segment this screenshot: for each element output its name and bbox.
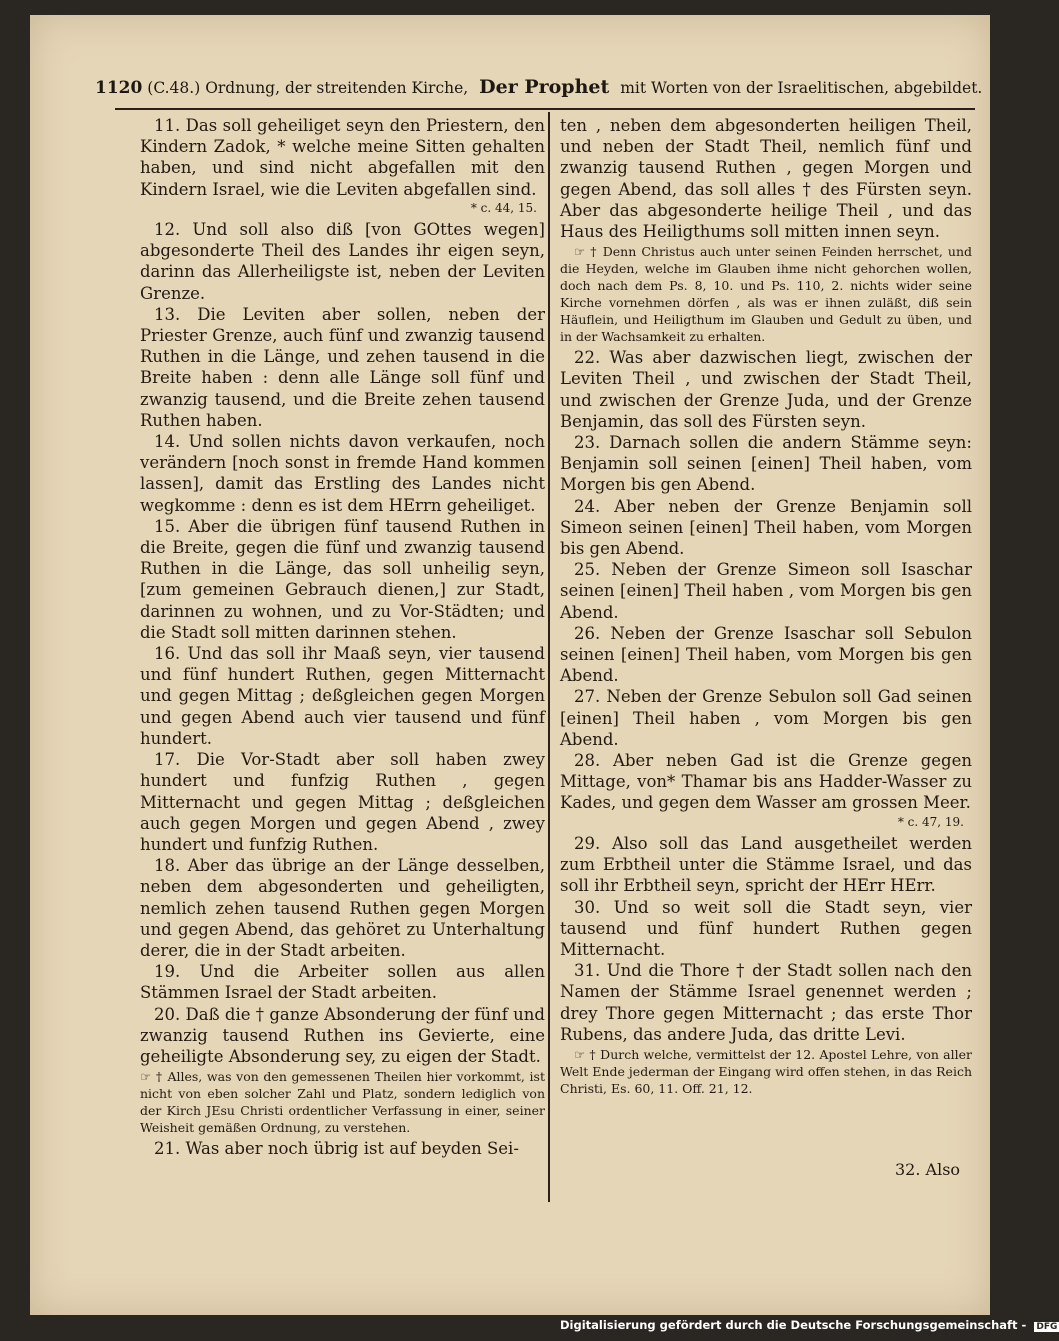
header-right-title: mit Worten von der Israelitischen, abgebildet. (620, 79, 983, 97)
verse-24: 24. Aber neben der Grenze Benjamin soll Simeon seinen [einen] Theil haben, vom Morgen bis gen Abend. (560, 496, 972, 559)
cross-reference: * c. 47, 19. (897, 814, 964, 829)
page-number: 1120 (95, 78, 143, 98)
cross-reference: * c. 44, 15. (470, 200, 537, 215)
header-rule (115, 108, 975, 110)
dfg-logo: DFG (1036, 1322, 1058, 1332)
chapter-number: (C.48.) (147, 79, 201, 97)
verse-14: 14. Und sollen nichts davon verkaufen, noch verändern [noch sonst in fremde Hand kommen lassen], damit das Erstling des Landes nicht wegkomme : denn es ist dem HErrn geheiliget. (140, 432, 545, 515)
verse-21-continued: ten , neben dem abgesonderten heiligen Theil, und neben der Stadt Theil, nemlich fünf und zwanzig tausend Ruthen , gegen Morgen und gegen Abend, das soll alles † des Fürsten seyn. Aber das abgesonderte heilige Theil , und das Haus des Heiligthums soll mitten innen seyn. (560, 116, 972, 242)
verse-28: 28. Aber neben Gad ist die Grenze gegen Mittage, von* Thamar bis ans Hadder-Wasser zu Kades, und gegen dem Wasser am grossen Meer. (560, 751, 972, 813)
column-divider (548, 112, 550, 1202)
verse-31: 31. Und die Thore † der Stadt sollen nach den Namen der Stämme Israel genennet werden ; drey Thore gegen Mitternacht ; das erste Thor Rubens, das andere Juda, das dritte Levi. (560, 961, 972, 1044)
running-header (95, 76, 983, 106)
header-left-title: Ordnung, der streitenden Kirche, (205, 79, 469, 97)
verse-11: 11. Das soll geheiliget seyn den Priestern, den Kindern Zadok, * welche meine Sitten gehalten haben, und sind nicht abgefallen mit den Kindern Israel, wie die Leviten abgefallen sind. (140, 116, 545, 199)
verse-18: 18. Aber das übrige an der Länge desselben, neben dem abgesonderten und geheiligten, nemlich zehen tausend Ruthen gegen Morgen und gegen Abend, das gehöret zu Unterhaltung derer, die in der Stadt arbeiten. (140, 856, 545, 960)
digitization-credit (560, 1318, 1058, 1338)
left-column (140, 115, 545, 1159)
footnote-20: ☞ † Alles, was von den gemessenen Theilen hier vorkommt, ist nicht von eben solcher Zahl und Platz, sondern lediglich von der Kirch JEsu Christi ordentlicher Verfassung in einer, seiner Weisheit gemäßen Ordnung, zu verstehen. (140, 1069, 545, 1136)
header-center-title: Der Prophet (479, 76, 610, 98)
verse-30: 30. Und so weit soll die Stadt seyn, vier tausend und fünf hundert Ruthen gegen Mitternacht. (560, 897, 972, 959)
verse-25: 25. Neben der Grenze Simeon soll Isaschar seinen [einen] Theil haben , vom Morgen bis gen Abend. (560, 560, 972, 622)
verse-15: 15. Aber die übrigen fünf tausend Ruthen in die Breite, gegen die fünf und zwanzig tausend Ruthen in die Länge, das soll unheilig seyn, [zum gemeinen Gebrauch dienen,] zur Stadt, darinnen zu wohnen, und zu Vor-Städten; und die Stadt soll mitten darinnen stehen. (140, 516, 545, 642)
verse-23: 23. Darnach sollen die andern Stämme seyn: Benjamin soll seinen [einen] Theil haben, vom Morgen bis gen Abend. (560, 433, 972, 495)
verse-27: 27. Neben der Grenze Sebulon soll Gad seinen [einen] Theil haben , vom Morgen bis gen Abend. (560, 687, 972, 749)
catchword: 32. Also (895, 1160, 961, 1179)
verse-16: 16. Und das soll ihr Maaß seyn, vier tausend und fünf hundert Ruthen, gegen Mitternacht und gegen Mittag ; deßgleichen gegen Morgen und gegen Abend auch vier tausend und fünf hundert. (140, 644, 545, 748)
footnote-31: ☞ † Durch welche, vermittelst der 12. Apostel Lehre, von aller Welt Ende jederman der Eingang wird offen stehen, in das Reich Christi, Es. 60, 11. Off. 21, 12. (560, 1046, 972, 1096)
verse-26: 26. Neben der Grenze Isaschar soll Sebulon seinen [einen] Theil haben, vom Morgen bis gen Abend. (560, 623, 972, 686)
verse-19: 19. Und die Arbeiter sollen aus allen Stämmen Israel der Stadt arbeiten. (140, 962, 545, 1003)
verse-12: 12. Und soll also diß [von GOttes wegen] abgesonderte Theil des Landes ihr eigen seyn, darinn das Allerheiligste ist, neben der Leviten Grenze. (140, 220, 545, 303)
verse-20: 20. Daß die † ganze Absonderung der fünf und zwanzig tausend Ruthen ins Gevierte, eine geheiligte Absonderung sey, zu eigen der Stadt. (140, 1004, 545, 1066)
credit-text: Digitalisierung gefördert durch die Deutsche Forschungsgemeinschaft - (560, 1318, 1027, 1332)
right-column (560, 115, 972, 1099)
footnote-21: ☞ † Denn Christus auch unter seinen Feinden herrschet, und die Heyden, welche im Glauben ihme nicht gehorchen wollen, doch nach dem Ps. 8, 10. und Ps. 110, 2. nichts wider seine Kirche vornehmen dörfen , als was er ihnen zuläßt, diß sein Häuflein, und Heiligthum im Glauben und Gedult zu üben, und in der Wachsamkeit zu erhalten. (560, 244, 972, 345)
verse-22: 22. Was aber dazwischen liegt, zwischen der Leviten Theil , und zwischen der Stadt Theil, und zwischen der Grenze Juda, und der Grenze Benjamin, das soll des Fürsten seyn. (560, 348, 972, 431)
verse-13: 13. Die Leviten aber sollen, neben der Priester Grenze, auch fünf und zwanzig tausend Ruthen in die Länge, und zehen tausend in die Breite haben : denn alle Länge soll fünf und zwanzig tausend, und die Breite zehen tausend Ruthen haben. (140, 304, 545, 430)
verse-29: 29. Also soll das Land ausgetheilet werden zum Erbtheil unter die Stämme Israel, und das soll ihr Erbtheil seyn, spricht der HErr HErr. (560, 833, 972, 896)
verse-17: 17. Die Vor-Stadt aber soll haben zwey hundert und funfzig Ruthen , gegen Mitternacht und gegen Mittag ; deßgleichen auch gegen Morgen und gegen Abend , zwey hundert und funfzig Ruthen. (140, 750, 545, 854)
verse-21: 21. Was aber noch übrig ist auf beyden Sei- (154, 1139, 519, 1159)
